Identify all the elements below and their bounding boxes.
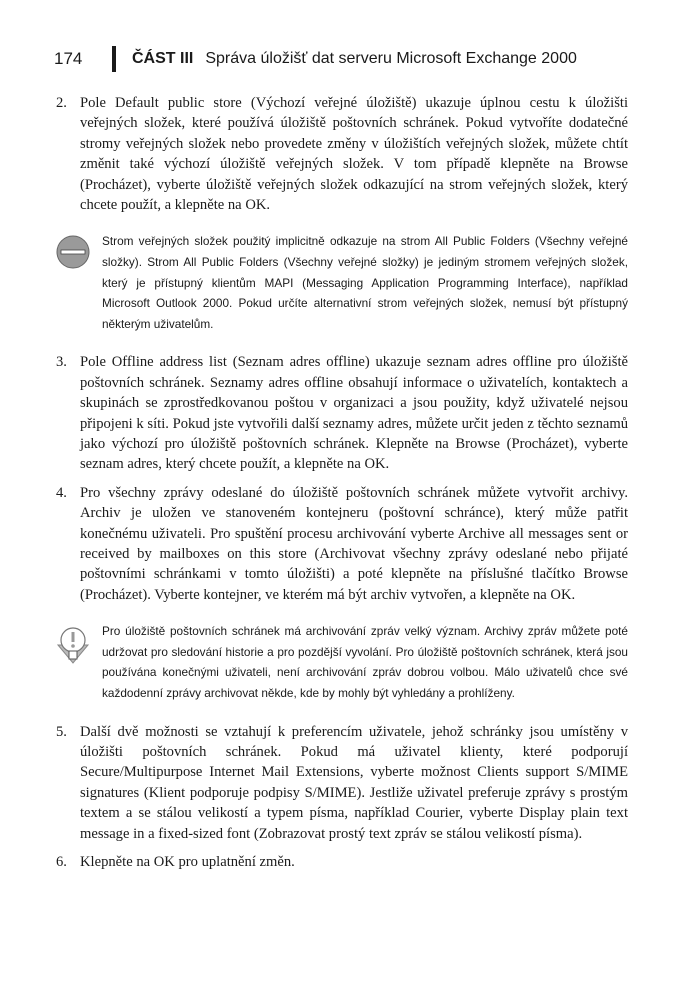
important-icon	[56, 621, 102, 703]
page-body	[56, 93, 628, 881]
item-number: 3.	[56, 354, 67, 371]
note-box	[56, 231, 628, 334]
item-number: 2.	[56, 95, 67, 111]
list-item	[56, 852, 628, 872]
list-item	[56, 93, 628, 215]
item-number: 4.	[56, 484, 67, 501]
item-text: Další dvě možnosti se vztahují k preferencím uživatele, jehož schránky jsou umístěny v úložišti poštovních schránek. Pokud má uživatel klienty, které podporují Secure/Multipurpose Internet Mail Extensions, vyberte možnost Clients support S/MIME signatures (Klient podporuje podpisy S/MIME). Jestliže uživatel preferuje zprávy s prostým textem a se stálou velikostí a typem písma, například Courier, vyberte Display plain text message in a fixed-sized font (Zobrazovat prostý text zpráv se stálou velikostí písma).	[80, 723, 628, 842]
caution-icon	[56, 231, 102, 334]
item-number: 6.	[56, 854, 67, 871]
note-text: Pro úložiště poštovních schránek má archivování zpráv velký význam. Archivy zpráv můžete poté udržovat pro sledování historie a pro pozdější vyvolání. Pro úložiště poštovních schránek, která jsou používána konečnými uživateli, není archivování zpráv dobrou volbou. Málo uživatelů chce své každodenní zprávy archivovat někde, kde by mohly být vyhledány a prohlíženy.	[102, 624, 628, 701]
page-number: 174	[54, 49, 83, 68]
item-text: Pole Default public store (Výchozí veřejné úložiště) ukazuje úplnou cestu k úložišti veřejných složek, které používá úložiště poštovních schránek. Pokud vytvoříte dodatečné stromy veřejných složek nebo provedete změny v úložištích veřejných složek, můžete chtít změnit také výchozí úložiště veřejných složek. V tom případě klepněte na Browse (Procházet), vyberte úložiště veřejných složek odkazující na strom veřejných složek, který chcete použít, a klepněte na OK.	[80, 95, 628, 214]
note-text: Strom veřejných složek použitý implicitně odkazuje na strom All Public Folders (Všechny veřejné složky). Strom All Public Folders (Všechny veřejné složky) je jediným stromem veřejných složek, který je přístupný klientům MAPI (Messaging Application Programming Interface), například Microsoft Outlook 2000. Pokud určíte alternativní strom veřejných složek, nemusí být přístupný některým uživatelům.	[102, 234, 628, 331]
item-text: Klepněte na OK pro uplatnění změn.	[80, 854, 295, 871]
item-text: Pole Offline address list (Seznam adres offline) ukazuje seznam adres offline pro úložiště poštovních schránek. Seznamy adres offline obsahují informace o uživatelích, kontaktech a skupinách se zprostředkovanou poštou v organizaci a jsou použity, když uživatelé nejsou připojeni k síti. Pokud jste vytvořili další seznamy adres, můžete určit jeden z těchto seznamů jako výchozí pro úložiště poštovních schránek. Klepněte na Browse (Procházet), vyberte seznam adres, který chcete použít, a klepněte na OK.	[80, 354, 628, 473]
list-item	[56, 352, 628, 474]
running-header	[54, 44, 577, 74]
item-text: Pro všechny zprávy odeslané do úložiště poštovních schránek můžete vytvořit archivy. Archiv je uložen ve stanoveném kontejneru (poštovní schránce), který může patřit konečnému uživateli. Pro spuštění procesu archivování vyberte Archive all messages sent or received by mailboxes on this store (Archivovat všechny zprávy odeslané nebo přijaté poštovními schránkami v tomto úložišti) a poté klepněte na příslušné tlačítko Browse (Procházet). Vyberte kontejner, ve kterém má být archiv vytvořen, a klepněte na OK.	[80, 484, 628, 603]
header-divider	[112, 46, 116, 72]
part-label: ČÁST III	[132, 50, 194, 67]
list-item	[56, 483, 628, 605]
item-number: 5.	[56, 723, 67, 740]
chapter-title: Správa úložišť dat serveru Microsoft Exchange 2000	[205, 50, 577, 67]
list-item	[56, 722, 628, 844]
note-box	[56, 621, 628, 703]
